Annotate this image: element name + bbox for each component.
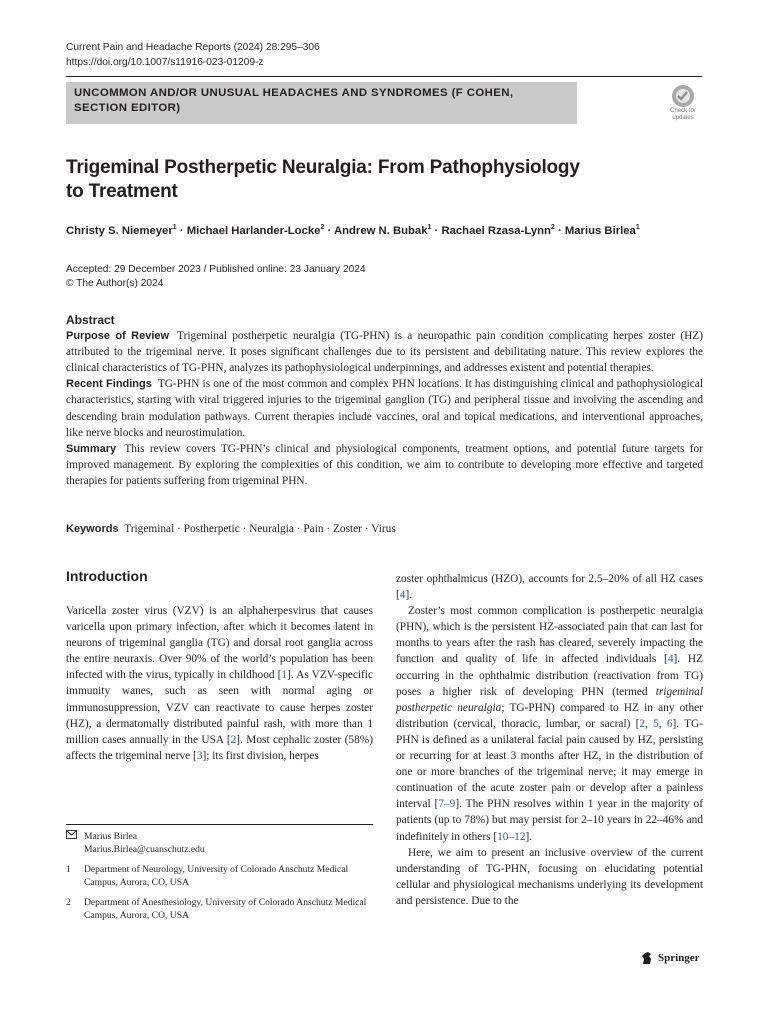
summary-text: This review covers TG-PHN’s clinical and physiological components, treatment options, and potential future targets for improved management. By exploring the complexities of this condition, we aim to contribute to developing more effective and targeted therapies for patients suffering from trigeminal PHN.	[66, 442, 703, 487]
affiliation-text: Department of Anesthesiology, University of Colorado Anschutz Medical Campus, Aurora, CO, USA	[84, 897, 367, 921]
intro-text: ]. Most cephalic zoster (58%) affects the trigeminal nerve [	[66, 733, 373, 762]
dates-line: Accepted: 29 December 2023 / Published online: 23 January 2024	[66, 264, 366, 275]
author-list: Christy S. Niemeyer$^1$ · Michael Harlander-Locke$^2$ · Andrew N. Bubak$^1$ · Rachael Rzasa-Lynn$^2$ · Marius Birlea$^1$	[66, 224, 640, 237]
citation-link[interactable]: 2	[639, 717, 646, 730]
intro-paragraph-1-cont	[396, 571, 703, 603]
intro-paragraph-1	[66, 603, 373, 764]
publisher-logo	[640, 951, 700, 965]
keywords	[66, 523, 396, 535]
intro-text: ].	[525, 830, 533, 843]
abstract-findings	[66, 376, 703, 440]
header-rule	[66, 76, 702, 77]
citation-link[interactable]: 2	[230, 733, 237, 746]
intro-text: ].	[405, 589, 413, 602]
citation-link[interactable]: 4	[667, 653, 674, 666]
intro-text: ; TG-PHN) compared to HZ in any other distribution (cervical, thoracic, lumbar, or sacral) [	[396, 701, 703, 730]
doi-link[interactable]: https://doi.org/10.1007/s11916-023-01209-z	[66, 57, 264, 68]
citation-link[interactable]: 6	[666, 717, 673, 730]
publisher-name: Springer	[658, 952, 700, 964]
footnotes	[66, 830, 373, 922]
author-affiliation: 1	[172, 224, 177, 231]
citation-link[interactable]: 10–12	[497, 830, 526, 843]
section-banner: UNCOMMON AND/OR UNUSUAL HEADACHES AND SYNDROMES (F COHEN, SECTION EDITOR)	[66, 82, 577, 124]
affiliation-2	[66, 896, 373, 922]
emphasized-term: trigeminal postherpetic neuralgia	[396, 685, 703, 714]
check-updates-icon	[663, 84, 703, 110]
author-name[interactable]: Michael Harlander-Locke	[186, 224, 321, 237]
findings-text: TG-PHN is one of the most common and complex PHN locations. It has distinguishing clinical and pathophysiological characteristics, starting with viral triggered injuries to the trigeminal ganglion (TG) and peripheral tissue and involving the ascending and descending brain modulation pathways. Current therapies include vaccines, oral and topical medications, and interventional approaches, like nerve blocks and neurostimulation.	[66, 378, 703, 439]
introduction-heading: Introduction	[66, 568, 148, 584]
intro-paragraph-3: Here, we aim to present an inclusive overview of the current understanding of TG-PHN, focusing on elucidating potential cellular and physiological mechanisms underlying its development and persistence. Due to the	[396, 846, 703, 907]
abstract	[66, 312, 703, 489]
citation-link[interactable]: 7–9	[438, 798, 456, 811]
corresponding-author	[66, 830, 373, 856]
affiliation-text: Department of Neurology, University of Colorado Anschutz Medical Campus, Aurora, CO, USA	[84, 864, 349, 888]
check-label-line2: updates	[672, 115, 694, 121]
keywords-text: Trigeminal · Postherpetic · Neuralgia · Pain · Zoster · Virus	[124, 523, 396, 535]
intro-text: ]; its first division, herpes	[202, 749, 319, 762]
abstract-heading: Abstract	[66, 313, 115, 327]
citation-link[interactable]: 5	[653, 717, 659, 730]
author-affiliation: 1	[427, 224, 432, 231]
author-affiliation: 2	[550, 224, 555, 231]
affiliation-1	[66, 863, 373, 889]
author-name[interactable]: Rachael Rzasa-Lynn	[441, 224, 551, 237]
intro-text: ]. TG-PHN is defined as a unilateral facial pain caused by HZ, persisting or recurring for at least 3 months after HZ, in the distribution of one or more branches of the trigeminal nerve; it may emerge in continuation of the acute zoster pain or develop after a painless interval [	[396, 717, 703, 811]
corresponding-email[interactable]: Marius.Birlea@cuanschutz.edu	[84, 844, 205, 855]
check-label-line1: Check for	[670, 108, 696, 114]
intro-text: Varicella zoster virus (VZV) is an alphaherpesvirus that causes varicella upon primary infection, after which it becomes latent in neurons of trigeminal ganglia (TG) and dorsal root ganglia across the entire neuraxis. Over 90% of the world’s population has been infected with the virus, typically in childhood [	[66, 605, 373, 682]
journal-header	[66, 40, 320, 70]
affiliation-number: 2	[66, 897, 71, 908]
purpose-text: Trigeminal postherpetic neuralgia (TG-PHN) is a neuropathic pain condition complicating herpes zoster (HZ) attributed to the trigeminal nerve. It poses significant challenges due to its persistent and debilitating nature. This review explores the clinical characteristics of TG-PHN, analyzes its pathophysiological underpinnings, and addresses existent and potential therapies.	[66, 330, 703, 375]
title-line-2: to Treatment	[66, 181, 178, 202]
author-affiliation: 2	[320, 224, 325, 231]
author-name[interactable]: Andrew N. Bubak	[333, 224, 428, 237]
citation-link[interactable]: 1	[281, 669, 288, 682]
author-name[interactable]: Christy S. Niemeyer	[66, 224, 173, 237]
check-for-updates-badge[interactable]	[663, 84, 703, 126]
footnote-rule	[66, 824, 373, 825]
purpose-label: Purpose of Review	[66, 330, 170, 343]
author-affiliation: 1	[635, 224, 640, 231]
title-line-1: Trigeminal Postherpetic Neuralgia: From Pathophysiology	[66, 157, 580, 178]
abstract-purpose	[66, 328, 703, 376]
intro-text: zoster ophthalmicus (HZO), accounts for 2.5–20% of all HZ cases [	[396, 573, 703, 602]
findings-label: Recent Findings	[66, 378, 152, 391]
summary-label: Summary	[66, 442, 117, 455]
affiliation-number: 1	[66, 864, 71, 875]
intro-text: ]. The PHN resolves within 1 year in the majority of patients (up to 78%) but may persist for 2–10 years in 22–46% and indefinitely in others [	[396, 798, 703, 843]
intro-text: ]. HZ occurring in the ophthalmic distribution (reactivation from TG) poses a higher risk of developing PHN (termed	[396, 653, 703, 698]
intro-text: ]. As VZV-specific immunity wanes, such as seen with normal aging or immunosuppression, VZV can reactivate to cause herpes zoster (HZ), a dermatomally distributed painful rash, with more than 1 million cases annually in the USA [	[66, 669, 373, 746]
article-title	[66, 156, 626, 204]
right-column	[396, 571, 703, 909]
intro-paragraph-2: Zoster’s most common complication is postherpetic neuralgia (PHN), which is the persistent HZ-associated pain that can last for months to years after the rash has cleared, severely impacting the function and quality of life in affected individuals [4]. HZ occurring in the ophthalmic distribution (reactivation from TG) poses a higher risk of developing PHN (termed trigeminal postherpetic neuralgia; TG-PHN) compared to HZ in any other distribution (cervical, thoracic, lumbar, or sacral) [2, 5, 6]. TG-PHN is defined as a unilateral facial pain caused by HZ, persisting or recurring for at least 3 months after HZ, in the distribution of one or more branches of the trigeminal nerve; it may emerge in continuation of the acute zoster pain or develop after a painless interval [7–9]. The PHN resolves within 1 year in the majority of patients (up to 78%) but may persist for 2–10 years in 22–46% and indefinitely in others [10–12].	[396, 605, 703, 843]
abstract-summary	[66, 441, 703, 489]
springer-horse-icon	[640, 951, 654, 965]
publication-dates	[66, 263, 366, 291]
keywords-label: Keywords	[66, 523, 119, 535]
citation-link[interactable]: 3	[196, 749, 203, 762]
journal-citation: Current Pain and Headache Reports (2024) 28:295–306	[66, 42, 320, 53]
corresponding-name: Marius Birlea	[84, 831, 138, 842]
intro-text: Zoster’s most common complication is postherpetic neuralgia (PHN), which is the persistent HZ-associated pain that can last for months to years after the rash has cleared, severely impacting the function and quality of life in affected individuals [	[396, 605, 703, 666]
left-column	[66, 603, 373, 764]
citation-link[interactable]: 4	[399, 589, 406, 602]
copyright-line: © The Author(s) 2024	[66, 278, 164, 289]
author-name[interactable]: Marius Birlea	[564, 224, 636, 237]
envelope-icon	[66, 830, 84, 856]
